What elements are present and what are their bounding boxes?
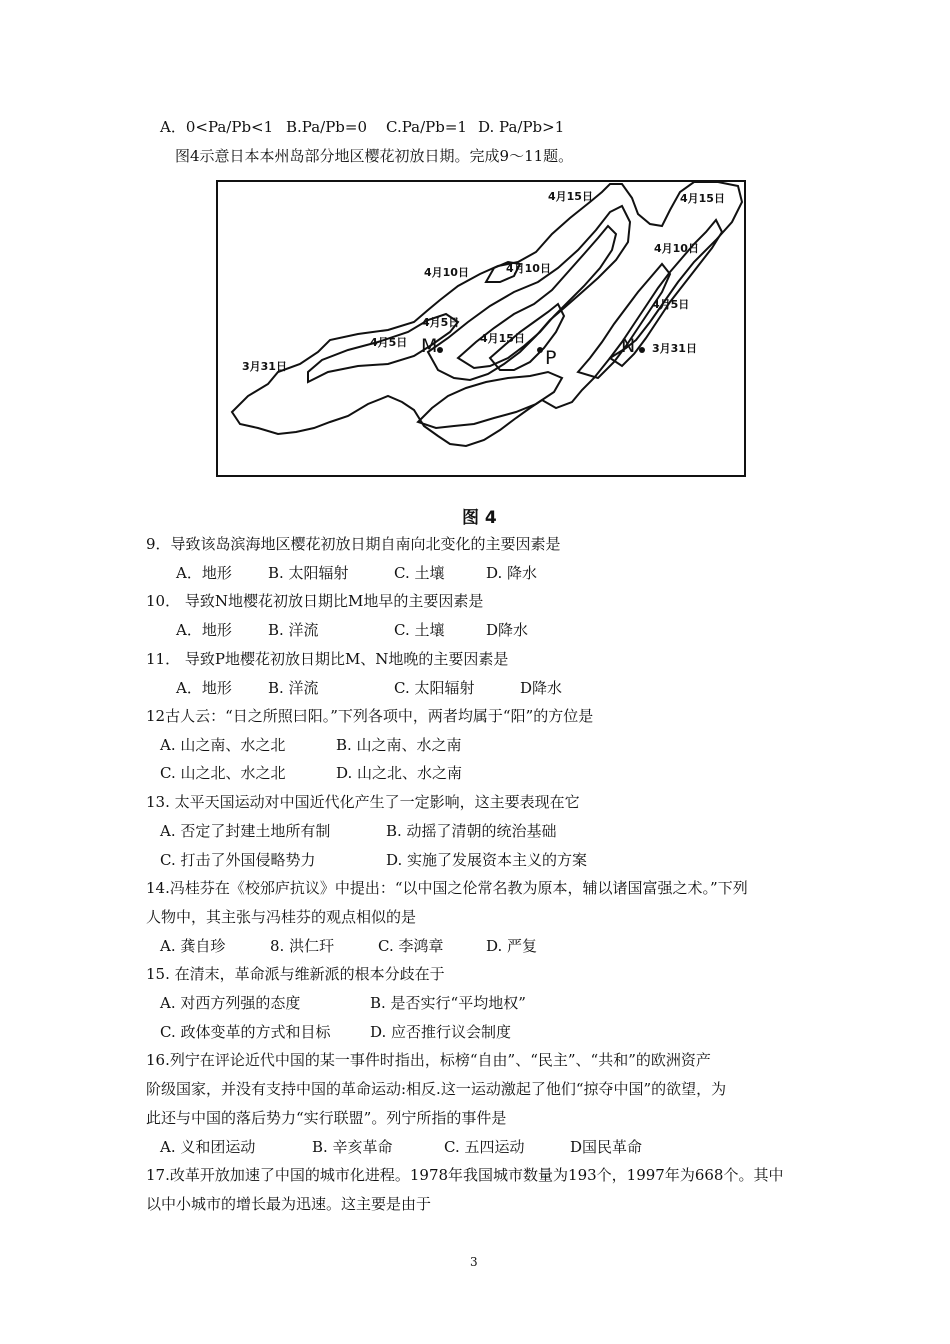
q15-option-a: A. 对西方列强的态度 (160, 994, 301, 1012)
q13-option-c: C. 打击了外国侵略势力 (160, 851, 316, 869)
q10-option-a: A．地形 (176, 621, 232, 639)
q16-option-d: D国民革命 (570, 1138, 643, 1156)
label-apr15-northeast: 4月15日 (680, 192, 725, 205)
q12-option-a: A. 山之南、水之北 (160, 736, 286, 754)
label-apr15-center: 4月15日 (480, 332, 525, 345)
label-apr10-center: 4月10日 (506, 262, 551, 275)
q16-stem-line1: 16.列宁在评论近代中国的某一事件时指出，标榜“自由”、“民主”、“共和”的欧洲资产 (146, 1051, 711, 1069)
figure-intro: 图4示意日本本州岛部分地区樱花初放日期。完成9～11题。 (175, 147, 574, 165)
q16-option-b: B. 辛亥革命 (312, 1138, 393, 1156)
q11-option-c: C. 太阳辐射 (394, 679, 475, 697)
q16-stem-line2: 阶级国家，并没有支持中国的革命运动:相反.这一运动激起了他们“掠夺中国”的欲望，为 (146, 1080, 727, 1098)
q16-stem-line3: 此还与中国的落后势力“实行联盟”。列宁所指的事件是 (146, 1109, 507, 1127)
q14-stem-line1: 14.冯桂芬在《校邠庐抗议》中提出：“以中国之伦常名教为原本，辅以诸国富强之术。”下列 (146, 879, 748, 897)
q12-option-d: D. 山之北、水之南 (336, 764, 463, 782)
q15-stem: 15. 在清末，革命派与维新派的根本分歧在于 (146, 965, 445, 983)
q9-option-a: A．地形 (176, 564, 232, 582)
q9-stem: 9．导致该岛滨海地区樱花初放日期自南向北变化的主要因素是 (146, 535, 561, 553)
q16-option-c: C. 五四运动 (444, 1138, 525, 1156)
q9-option-b: B. 太阳辐射 (268, 564, 349, 582)
q9-option-c: C. 土壤 (394, 564, 445, 582)
q10-option-c: C. 土壤 (394, 621, 445, 639)
q15-option-b: B. 是否实行“平均地权” (370, 994, 526, 1012)
q9-option-d: D. 降水 (486, 564, 538, 582)
q10-option-d: D降水 (486, 621, 529, 639)
q13-option-a: A. 否定了封建土地所有制 (160, 822, 331, 840)
q13-stem: 13. 太平天国运动对中国近代化产生了一定影响，这主要表现在它 (146, 793, 580, 811)
isoline-april5 (428, 206, 630, 380)
q8-option-d: D. Pa/Pb>1 (478, 118, 565, 136)
label-apr10-west: 4月10日 (424, 266, 469, 279)
q14-option-b: 8. 洪仁玕 (270, 937, 335, 955)
q17-stem-line2: 以中小城市的增长最为迅速。这主要是由于 (146, 1195, 432, 1213)
q10-option-b: B. 洋流 (268, 621, 319, 639)
q11-option-a: A．地形 (176, 679, 232, 697)
q11-stem: 11． 导致P地樱花初放日期比M、N地晚的主要因素是 (146, 650, 509, 668)
q14-option-a: A. 龚自珍 (160, 937, 226, 955)
q8-option-b: B.Pa/Pb=0 (286, 118, 368, 136)
q14-option-d: D. 严复 (486, 937, 538, 955)
q17-stem-line1: 17.改革开放加速了中国的城市化进程。1978年我国城市数量为193个，1997年为668个。其中 (146, 1166, 784, 1184)
point-m-dot (437, 347, 443, 353)
q13-option-b: B. 动摇了清朝的统治基础 (386, 822, 557, 840)
label-mar31-east: 3月31日 (652, 342, 697, 355)
map-drawing (218, 182, 744, 475)
page-number: 3 (470, 1255, 478, 1269)
q13-option-d: D. 实施了发展资本主义的方案 (386, 851, 588, 869)
q11-option-b: B. 洋流 (268, 679, 319, 697)
q14-option-c: C. 李鸿章 (378, 937, 444, 955)
label-apr5-upper: 4月5日 (422, 316, 460, 329)
q15-option-d: D. 应否推行议会制度 (370, 1023, 512, 1041)
q8-option-c: C.Pa/Pb=1 (386, 118, 467, 136)
label-apr10-east: 4月10日 (654, 242, 699, 255)
q15-option-c: C. 政体变革的方式和目标 (160, 1023, 331, 1041)
point-m: M (421, 335, 438, 357)
label-mar31-west: 3月31日 (242, 360, 287, 373)
point-p-dot (537, 347, 543, 353)
coastline (232, 182, 742, 446)
q12-option-b: B. 山之南、水之南 (336, 736, 462, 754)
point-n: N (621, 335, 636, 357)
q10-stem: 10． 导致N地樱花初放日期比M地早的主要因素是 (146, 592, 484, 610)
point-n-dot (639, 347, 645, 353)
label-apr15-north: 4月15日 (548, 190, 593, 203)
sakura-bloom-map (216, 180, 746, 477)
q11-option-d: D降水 (520, 679, 563, 697)
label-apr5-left: 4月5日 (370, 336, 408, 349)
q14-stem-line2: 人物中，其主张与冯桂芬的观点相似的是 (146, 908, 417, 926)
q16-option-a: A. 义和团运动 (160, 1138, 256, 1156)
figure-caption: 图 4 (462, 508, 497, 528)
q12-stem: 12古人云：“日之所照曰阳。”下列各项中，两者均属于“阳”的方位是 (146, 707, 594, 725)
label-apr5-east: 4月5日 (652, 298, 690, 311)
q8-option-a: A．0<Pa/Pb<1 (160, 118, 274, 136)
point-p: P (545, 347, 557, 369)
isoline-south (418, 372, 562, 428)
isoline-april10 (458, 226, 616, 368)
q12-option-c: C. 山之北、水之北 (160, 764, 286, 782)
